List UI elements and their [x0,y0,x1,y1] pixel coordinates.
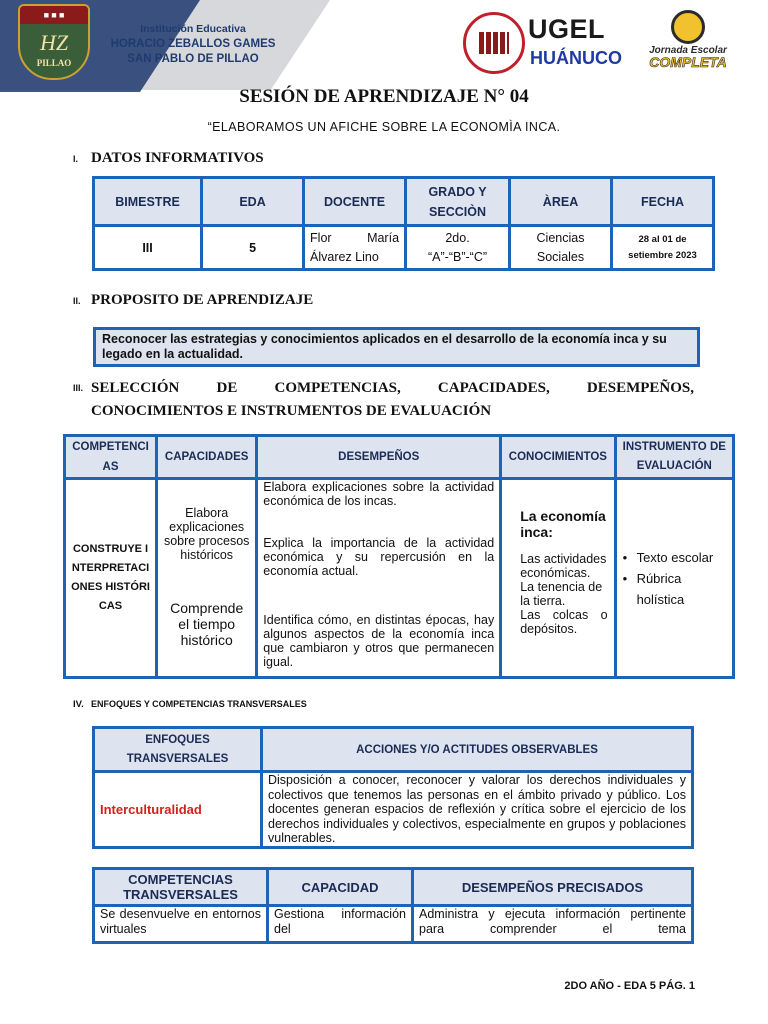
instrumento-2: • Rúbrica holística [622,570,685,607]
grado-value: 2do. [445,230,470,245]
cell-competencia: CONSTRUYE INTERPRETACIONES HISTÓRICAS [66,480,155,676]
cell-instrumento [617,480,732,676]
col-desempenos-precisados: DESEMPEÑOS PRECISADOS [414,870,691,904]
purpose-box: Reconocer las estrategias y conocimientos aplicados en el desarrollo de la economía inca y su legado en la actualidad. [93,327,700,367]
jec-logo [640,10,736,74]
cell-desempeno-precisado: Administra y ejecuta información pertinente para comprender el tema [414,907,691,941]
clock-sun-icon [671,10,705,44]
desempeno-1: Elabora explicaciones sobre la actividad económica de los incas. [263,480,495,508]
institution-name: HORACIO ZEBALLOS GAMES [110,38,276,50]
jec-line1: Jornada Escolar [649,45,727,56]
conocimiento-1: Las actividades económicas. [520,552,607,580]
cell-acciones: Disposición a conocer, reconocer y valorar los derechos individuales y colectivos que tenemos las personas en el ámbito privado y público. Los docentes generan espacios de reflexión y crítica sobre el ejercicio de los derechos individuales y colectivos, especialmente en grupos y poblaciones vulnerables. [263,773,691,846]
col-instrumento: INSTRUMENTO DE EVALUACIÓN [617,437,732,477]
instrumento-1: • Texto escolar [622,549,714,565]
col-competencias: COMPETENCIAS [66,437,155,477]
institution-block [108,22,278,67]
section-3-heading-line2: CONOCIMIENTOS E INSTRUMENTOS DE EVALUACIÓN [91,403,492,419]
cell-eda: 5 [203,227,302,268]
cell-desempenos [258,480,499,676]
ugel-name: UGEL [528,14,606,44]
institution-place: SAN PABLO DE PILLAO [127,53,259,65]
col-grado: GRADO Y SECCIÒN [407,179,508,224]
page-footer: 2DO AÑO - EDA 5 PÁG. 1 [564,980,695,992]
cell-capacidades [158,480,255,676]
ugel-region: HUÁNUCO [530,48,622,68]
ugel-seal-icon [463,12,525,74]
enfoques-table [92,726,694,849]
cell-comp-transversal: Se desenvuelve en entornos virtuales [95,907,266,941]
school-crest-logo: ■ ■ ■ HZ PILLAO [18,4,90,80]
competencias-transversales-table [92,867,694,944]
capacidad-2: Comprende el tiempo histórico [170,600,244,648]
section-4-heading: IV. ENFOQUES Y COMPETENCIAS TRANSVERSALES [73,699,307,710]
section-2-heading: II. PROPOSITO DE APRENDIZAJE [73,292,314,308]
col-conocimientos: CONOCIMIENTOS [502,437,613,477]
capacidad-1: Elabora explicaciones sobre procesos históricos [163,506,250,562]
section-3-heading-line1: SELECCIÓN DE COMPETENCIAS, CAPACIDADES, DESEMPEÑOS, [91,380,694,396]
desempeno-2: Explica la importancia de la actividad económica y su repercusión en la economía actual. [263,536,495,578]
crest-name: PILLAO [36,58,72,68]
cell-enfoque: Interculturalidad [95,773,260,846]
cell-area: Ciencias Sociales [511,227,610,268]
cell-fecha: 28 al 01 de setiembre 2023 [613,227,712,268]
cell-bimestre: III [95,227,200,268]
col-capacidades: CAPACIDADES [158,437,255,477]
col-capacidad: CAPACIDAD [269,870,411,904]
institution-label: Institución Educativa [140,23,246,35]
section-1-heading: I. DATOS INFORMATIVOS [73,150,264,166]
crest-monogram: HZ [39,30,69,55]
col-eda: EDA [203,179,302,224]
col-acciones: ACCIONES Y/O ACTITUDES OBSERVABLES [263,729,691,770]
col-enfoques: ENFOQUES TRANSVERSALES [95,729,260,770]
competencias-table [63,434,735,679]
seccion-value: “A”-“B”-“C” [428,249,488,264]
col-docente: DOCENTE [305,179,404,224]
desempeno-3: Identifica cómo, en distintas épocas, hay algunos aspectos de la economía inca que cambiaron y otros que permanecen igual. [263,613,495,669]
datos-informativos-table [92,176,715,271]
conocimiento-title: La economía inca: [520,508,606,540]
col-fecha: FECHA [613,179,712,224]
section-3-heading [91,377,694,423]
cell-grado [407,227,508,268]
session-subtitle: “ELABORAMOS UN AFICHE SOBRE LA ECONOMÌA INCA. [207,120,561,134]
conocimiento-2: La tenencia de la tierra. [520,580,603,608]
page-title: SESIÓN DE APRENDIZAJE N° 04 [239,86,529,107]
col-desempenos: DESEMPEÑOS [258,437,499,477]
col-area: ÀREA [511,179,610,224]
conocimiento-3: Las colcas o depósitos. [520,608,608,636]
col-comp-transversales: COMPETENCIAS TRANSVERSALES [95,870,266,904]
col-bimestre: BIMESTRE [95,179,200,224]
jec-line2: COMPLETA [649,54,727,70]
cell-capacidad: Gestiona información del [269,907,411,941]
cell-docente: Flor María Álvarez Lino [305,227,404,268]
section-3-number: III. [73,383,84,393]
cell-conocimientos [502,480,613,676]
